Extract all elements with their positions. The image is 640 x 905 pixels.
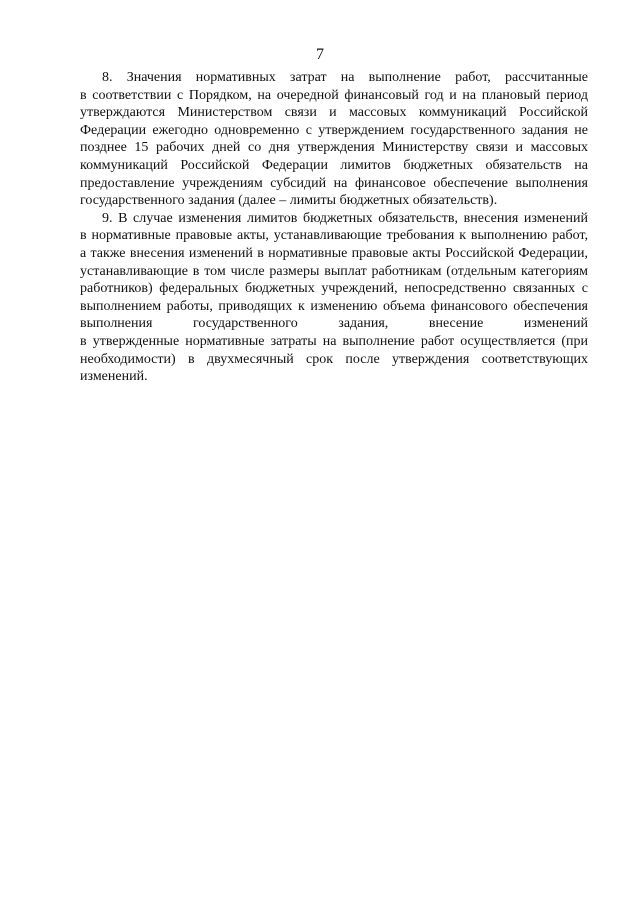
paragraph-line: в соответствии с Порядком, на очередной финансовый год и на плановый период (80, 87, 588, 103)
paragraph-line: выполнения государственного задания, внесение изменений (80, 316, 588, 332)
paragraph-line: в утвержденные нормативные затраты на выполнение работ осуществляется (при (80, 333, 588, 349)
paragraph-line: предоставление учреждениям субсидий на финансовое обеспечение выполнения (80, 175, 588, 191)
paragraph-line: государственного задания (далее – лимиты бюджетных обязательств). (80, 193, 498, 209)
paragraph-line: коммуникаций Российской Федерации лимитов бюджетных обязательств на (80, 157, 588, 173)
paragraph-line: выполнением работы, приводящих к изменению объема финансового обеспечения (80, 298, 588, 314)
paragraph-line: а также внесения изменений в нормативные правовые акты Российской Федерации, (80, 245, 588, 261)
paragraph-line: устанавливающие в том числе размеры выплат работникам (отдельным категориям (80, 263, 588, 279)
paragraph-line: позднее 15 рабочих дней со дня утверждения Министерству связи и массовых (80, 140, 588, 156)
paragraph-line: утверждаются Министерством связи и массовых коммуникаций Российской (80, 105, 588, 121)
document-body (80, 69, 588, 386)
paragraph-line: Федерации ежегодно одновременно с утверждением государственного задания не (80, 122, 588, 138)
paragraph-line: изменений. (80, 369, 148, 385)
paragraph-9 (80, 210, 588, 386)
paragraph-line: в нормативные правовые акты, устанавливающие требования к выполнению работ, (80, 228, 588, 244)
paragraph-line: работников) федеральных бюджетных учреждений, непосредственно связанных с (80, 281, 588, 297)
paragraph-line: 9. В случае изменения лимитов бюджетных обязательств, внесения изменений (102, 210, 588, 226)
page-number: 7 (316, 46, 324, 63)
paragraph-line: 8. Значения нормативных затрат на выполнение работ, рассчитанные (102, 70, 588, 85)
paragraph-line: необходимости) в двухмесячный срок после утверждения соответствующих (80, 351, 588, 367)
paragraph-8 (80, 69, 588, 210)
